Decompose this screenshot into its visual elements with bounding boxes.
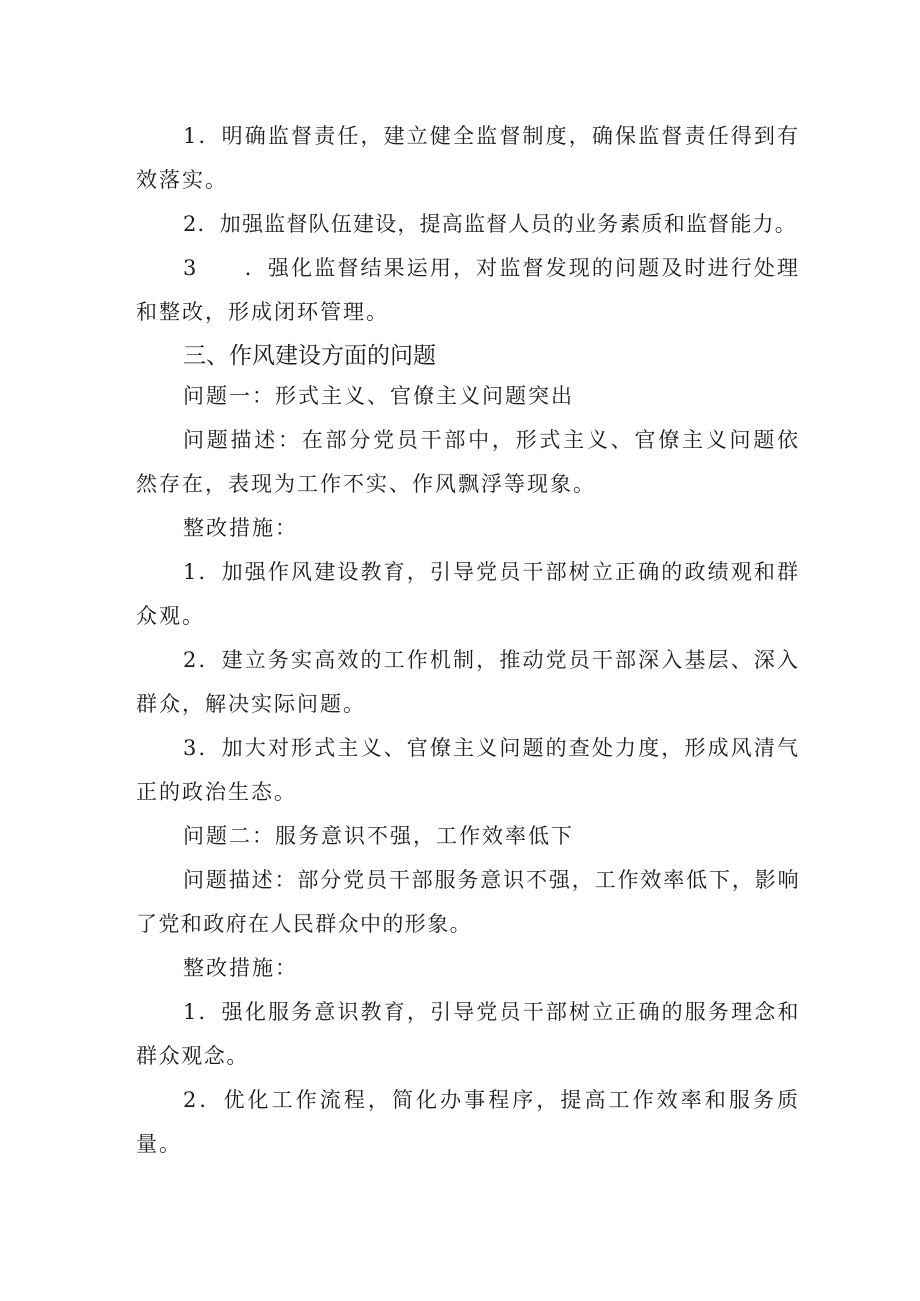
issue-two-measures-label: 整改措施： <box>183 956 298 980</box>
issue-two-measure-2: 2．优化工作流程，简化办事程序，提高工作效率和服务质量。 <box>136 1088 800 1156</box>
issue-one-measure-3: 3．加大对形式主义、官僚主义问题的查处力度，形成风清气正的政治生态。 <box>136 736 800 804</box>
paragraph-supervision-team: 2．加强监督队伍建设，提高监督人员的业务素质和监督能力。 <box>183 212 797 236</box>
paragraph-supervision-responsibility: 1．明确监督责任，建立健全监督制度，确保监督责任得到有效落实。 <box>136 124 800 192</box>
paragraph-supervision-results: 3 ．强化监督结果运用，对监督发现的问题及时进行处理和整改，形成闭环管理。 <box>136 256 800 324</box>
issue-one-measures-label: 整改措施： <box>183 516 298 540</box>
section-heading: 三、作风建设方面的问题 <box>183 343 436 369</box>
issue-one-measure-2: 2．建立务实高效的工作机制，推动党员干部深入基层、深入群众，解决实际问题。 <box>136 648 800 716</box>
issue-two-description: 问题描述：部分党员干部服务意识不强，工作效率低下，影响了党和政府在人民群众中的形象。 <box>136 868 800 936</box>
issue-one-title: 问题一：形式主义、官僚主义问题突出 <box>183 384 574 408</box>
issue-two-measure-1: 1．强化服务意识教育，引导党员干部树立正确的服务理念和群众观念。 <box>136 1000 800 1068</box>
issue-two-title: 问题二：服务意识不强，工作效率低下 <box>183 824 574 848</box>
issue-one-description: 问题描述：在部分党员干部中，形式主义、官僚主义问题依然存在，表现为工作不实、作风飘浮等现象。 <box>136 428 800 496</box>
issue-one-measure-1: 1．加强作风建设教育，引导党员干部树立正确的政绩观和群众观。 <box>136 560 800 628</box>
